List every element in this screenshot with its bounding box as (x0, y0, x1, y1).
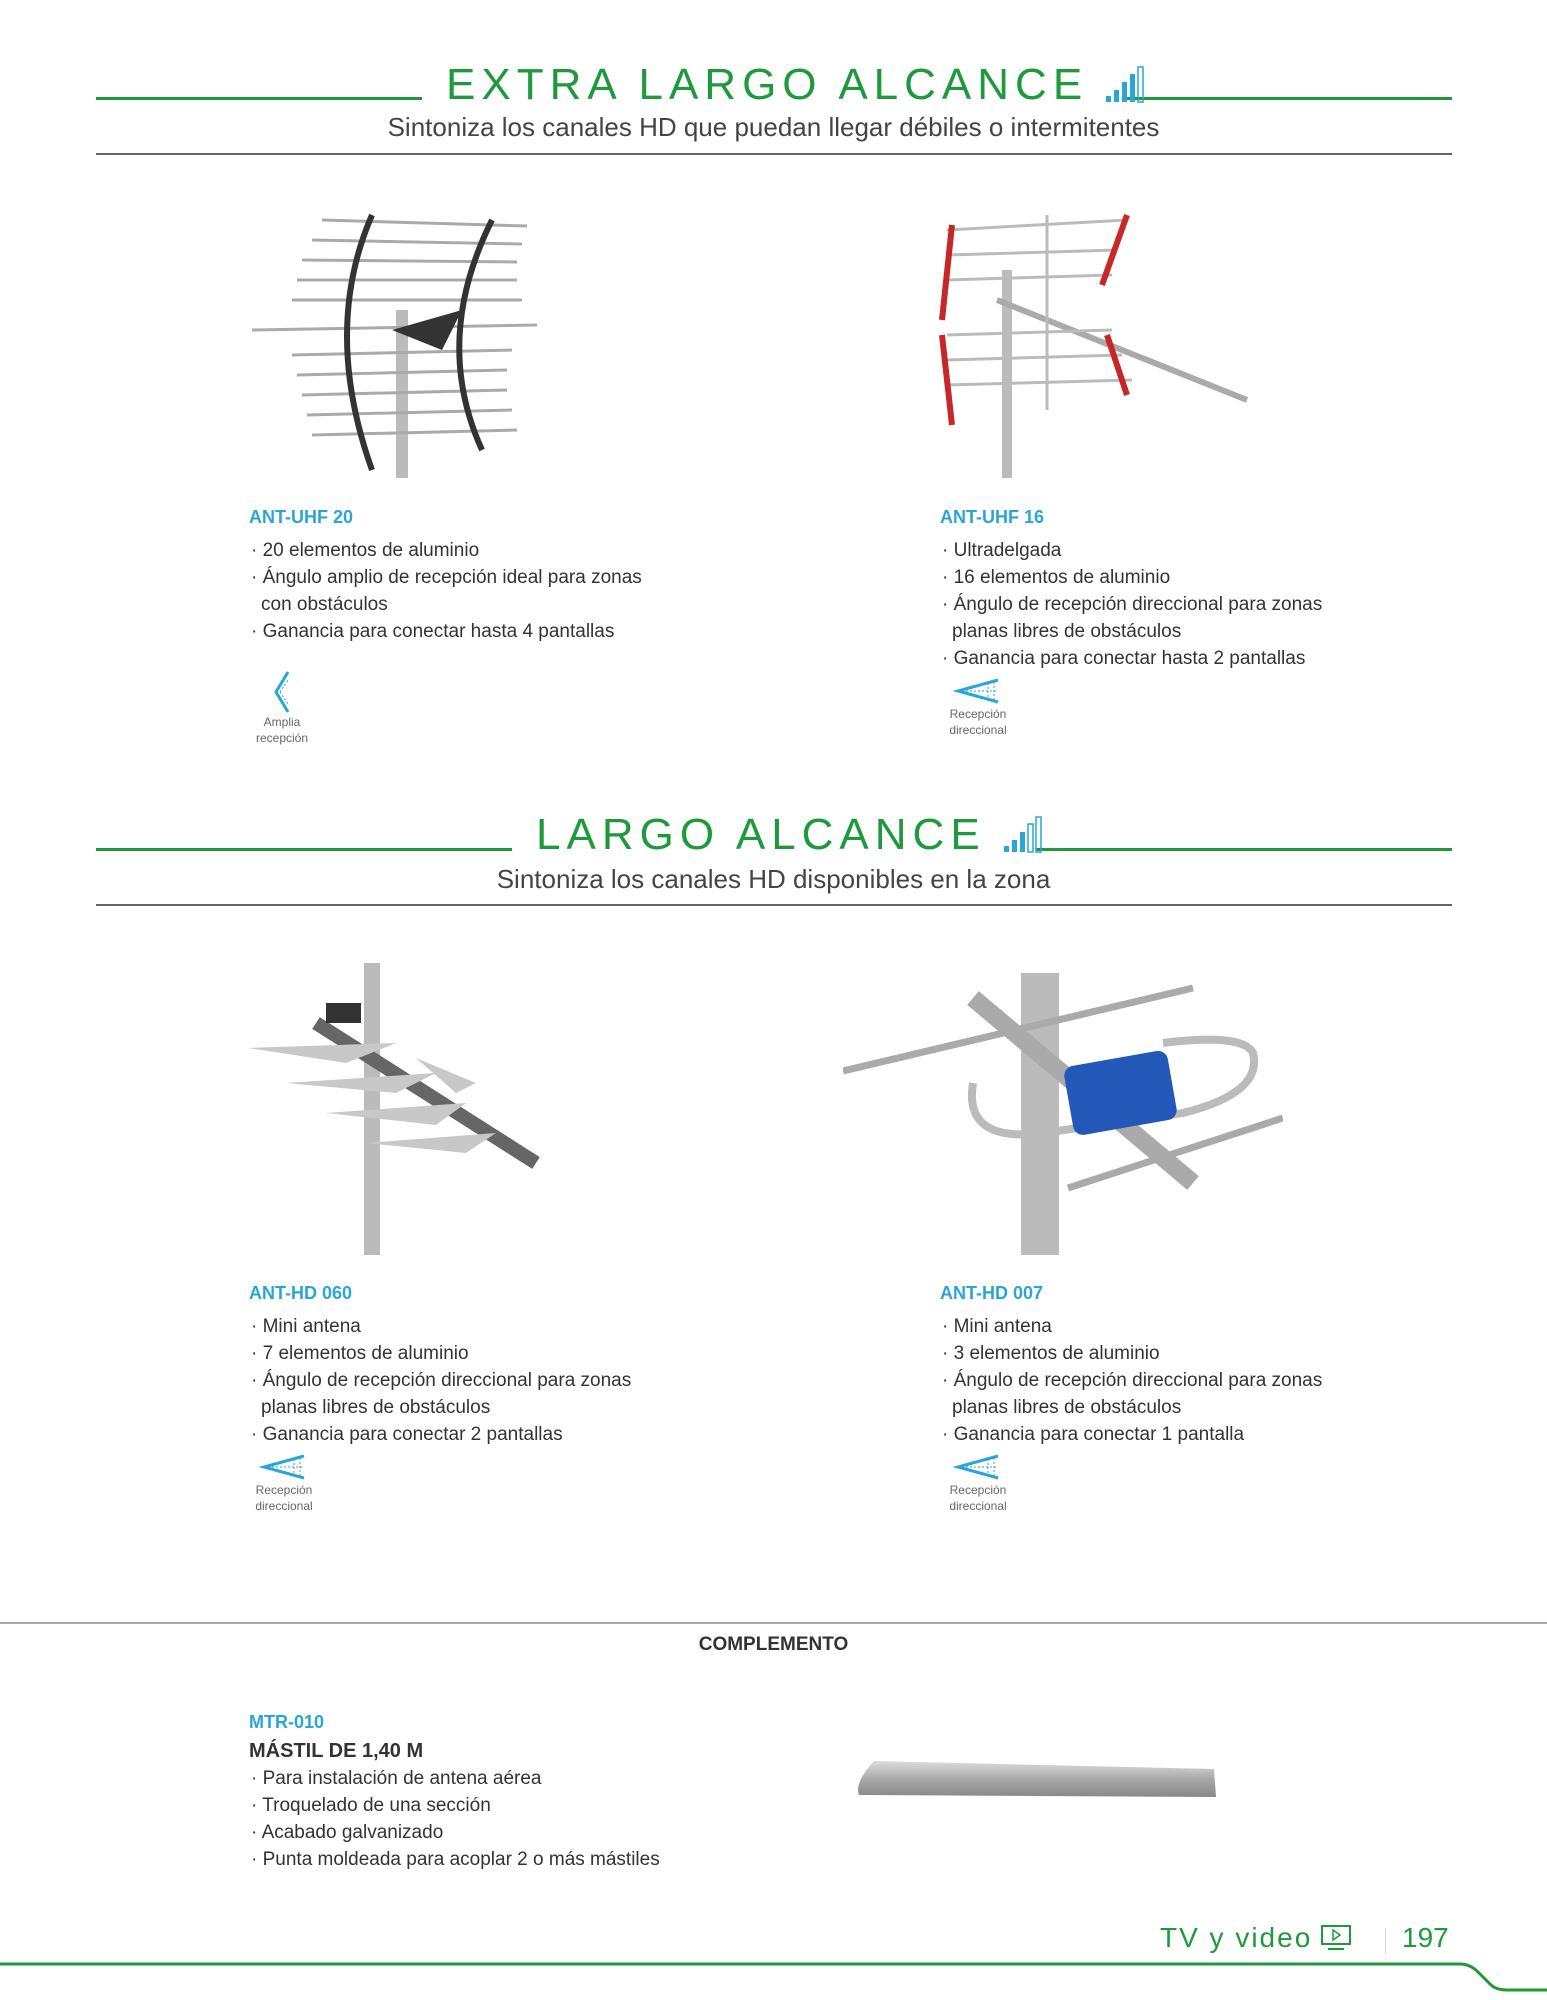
product-name: MÁSTIL DE 1,40 M (249, 1740, 424, 1762)
product-ant-hd060 (249, 1280, 669, 1448)
wide-angle-icon (252, 670, 312, 714)
page-number: 197 (1402, 1922, 1449, 1953)
feature: · Ultradelgada (940, 537, 1360, 564)
complemento-heading: COMPLEMENTO (698, 1634, 849, 1655)
antenna-hd007-image (843, 963, 1283, 1255)
feature: · Troquelado de una sección (249, 1792, 749, 1819)
product-ant-hd007 (940, 1280, 1360, 1448)
directional-icon (948, 1452, 1008, 1482)
signal-icon (1002, 816, 1044, 854)
divider (0, 1622, 1547, 1624)
product-code: ANT-UHF 16 (940, 507, 1045, 527)
feature: · Ganancia para conectar 2 pantallas (249, 1421, 669, 1448)
feature: · 7 elementos de aluminio (249, 1340, 669, 1367)
feature: · 20 elementos de aluminio (249, 537, 669, 564)
antenna-hd060-image (246, 963, 546, 1255)
antenna-uhf16-image (937, 210, 1257, 478)
title-rule-right (1126, 97, 1452, 100)
feature: · 16 elementos de aluminio (940, 564, 1360, 591)
section-title (446, 60, 1146, 110)
feature: · Punta moldeada para acoplar 2 o más mástiles (249, 1846, 749, 1873)
feature: · Ángulo de recepción direccional para zonas planas libres de obstáculos (940, 591, 1360, 645)
title-rule-left (96, 848, 512, 851)
footer-rule (0, 1960, 1547, 2000)
divider (96, 904, 1452, 906)
feature: · Ganancia para conectar hasta 2 pantallas (940, 645, 1360, 672)
product-code: ANT-HD 007 (940, 1283, 1044, 1303)
footer-separator (1385, 1928, 1386, 1954)
feature: · Acabado galvanizado (249, 1819, 749, 1846)
title-rule-left (96, 97, 422, 100)
directional-icon (254, 1452, 314, 1482)
mast-image (854, 1753, 1220, 1805)
product-ant-uhf20 (249, 504, 669, 645)
signal-icon (1104, 66, 1146, 104)
icon-label: Recepción direccional (255, 1483, 313, 1513)
product-code: MTR-010 (249, 1712, 325, 1732)
product-mtr010 (249, 1709, 749, 1873)
feature: · Ángulo amplio de recepción ideal para zonas con obstáculos (249, 564, 669, 618)
tv-play-icon (1320, 1924, 1352, 1952)
feature: · Ganancia para conectar hasta 4 pantallas (249, 618, 669, 645)
title-rule-right (1036, 848, 1452, 851)
product-code: ANT-HD 060 (249, 1283, 353, 1303)
feature: · 3 elementos de aluminio (940, 1340, 1360, 1367)
feature: · Ganancia para conectar 1 pantalla (940, 1421, 1360, 1448)
footer-category (1160, 1922, 1352, 1954)
footer-category-text: TV y video (1160, 1922, 1313, 1953)
divider (96, 153, 1452, 155)
product-code: ANT-UHF 20 (249, 507, 354, 527)
directional-icon (948, 676, 1008, 706)
directional-reception-badge (254, 1452, 314, 1514)
section-subtitle: Sintoniza los canales HD que puedan llegar débiles o intermitentes (387, 112, 1160, 142)
directional-reception-badge (948, 1452, 1008, 1514)
product-ant-uhf16 (940, 504, 1360, 672)
feature: · Para instalación de antena aérea (249, 1765, 749, 1792)
feature: · Ángulo de recepción direccional para zonas planas libres de obstáculos (940, 1367, 1360, 1421)
section-title (536, 810, 1044, 860)
feature: · Mini antena (249, 1313, 669, 1340)
icon-label: Recepción direccional (949, 1483, 1007, 1513)
directional-reception-badge (948, 676, 1008, 738)
feature: · Mini antena (940, 1313, 1360, 1340)
wide-reception-badge (252, 670, 312, 746)
icon-label: Recepción direccional (949, 707, 1007, 737)
antenna-uhf20-image (242, 210, 542, 478)
section-title-text: LARGO ALCANCE (536, 810, 986, 859)
icon-label: Amplia recepción (255, 715, 309, 745)
feature: · Ángulo de recepción direccional para zonas planas libres de obstáculos (249, 1367, 669, 1421)
section-title-text: EXTRA LARGO ALCANCE (446, 60, 1089, 109)
section-subtitle: Sintoniza los canales HD disponibles en la zona (496, 864, 1051, 894)
